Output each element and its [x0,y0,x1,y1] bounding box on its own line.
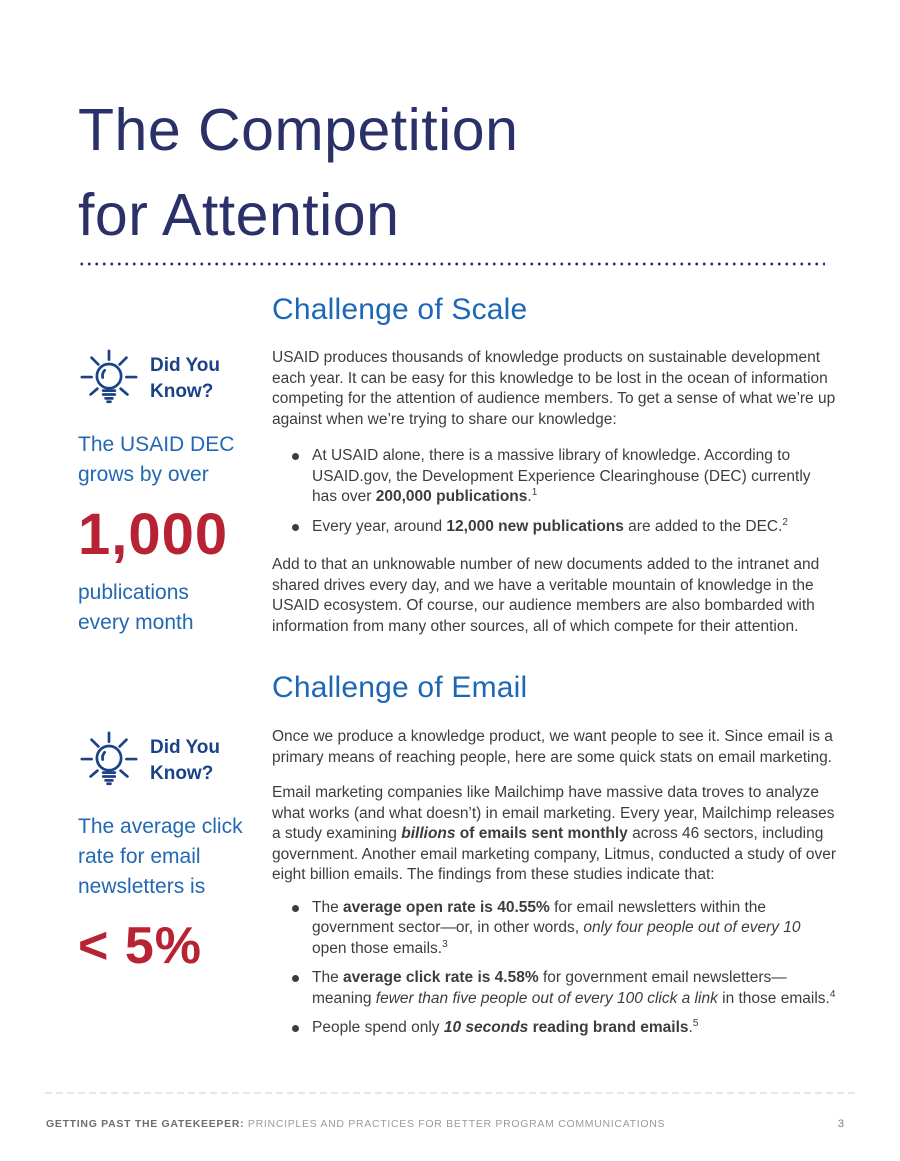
footer-divider [45,1092,855,1094]
callout-lead-text: The USAID DEC grows by over [78,433,235,486]
bullet-item: The average open rate is 40.55% for email newsletters within the government sector—or, in other words, only four people out of every 10 open those emails.$^3$ [292,898,838,960]
did-you-know-label: Did You Know? [150,355,221,402]
page-number: 3 [837,1118,844,1130]
did-you-know-label: Did You Know? [150,737,221,784]
page-title-line-2: for Attention [78,182,400,248]
footer-title-bold: GETTING PAST THE GATEKEEPER: [46,1118,245,1130]
section-paragraph: USAID produces thousands of knowledge products on sustainable development each year. It can be easy for this knowledge to be lost in the ocean of information competing for the attention of audience members. To get a sense of what we’re up against when we’re trying to share our knowledge: [272,349,836,428]
section-paragraph: Add to that an unknowable number of new documents added to the intranet and shared drives every day, and we have a veritable mountain of knowledge in the USAID ecosystem. Of course, our audience members are also bombarded with information from many other sources, all of which compete for their attention. [272,556,820,635]
section-paragraph: Email marketing companies like Mailchimp have massive data troves to analyze what works (and what doesn’t) in email marketing. Every year, Mailchimp releases a study examining billions of emails sent monthly across 46 sectors, including government. Another email marketing company, Litmus, conducted a study of over eight billion emails. The findings from these studies indicate that: [272,784,837,883]
bullet-item: Every year, around 12,000 new publications are added to the DEC.$^2$ [292,517,838,538]
bullet-item: At USAID alone, there is a massive library of knowledge. According to USAID.gov, the Development Experience Clearinghouse (DEC) currently has over 200,000 publications.$^1$ [292,446,838,508]
dotted-divider [78,262,825,266]
main-content [272,292,838,1039]
page-title-line-1: The Competition [78,97,519,163]
did-you-know-callout-1 [78,348,256,638]
sidebar [78,348,256,975]
section-challenge-of-email [272,670,838,1039]
did-you-know-header [78,730,256,792]
page-title [78,88,518,258]
lightbulb-icon [78,730,140,792]
footer-running-title [46,1118,665,1130]
stat-value: < 5% [78,917,202,975]
did-you-know-header [78,348,256,410]
bullet-item: People spend only 10 seconds reading brand emails.$^5$ [292,1018,838,1039]
section-paragraph: Once we produce a knowledge product, we want people to see it. Since email is a primary means of reaching people, here are some quick stats on email marketing. [272,728,833,766]
callout-lead-text: The average click rate for email newsletters is [78,815,243,898]
bullet-list [272,446,838,537]
section-challenge-of-scale [272,292,838,637]
callout-tail-text: publications every month [78,581,194,634]
stat-value: 1,000 [78,502,229,567]
section-heading: Challenge of Scale [272,293,528,326]
footer-title-light: PRINCIPLES AND PRACTICES FOR BETTER PROGRAM COMMUNICATIONS [244,1118,666,1130]
bullet-item: The average click rate is 4.58% for government email newsletters—meaning fewer than five people out of every 100 click a link in those emails.$^4$ [292,968,838,1009]
did-you-know-callout-2 [78,730,256,975]
lightbulb-icon [78,348,140,410]
section-heading: Challenge of Email [272,671,528,704]
bullet-list [272,898,838,1039]
